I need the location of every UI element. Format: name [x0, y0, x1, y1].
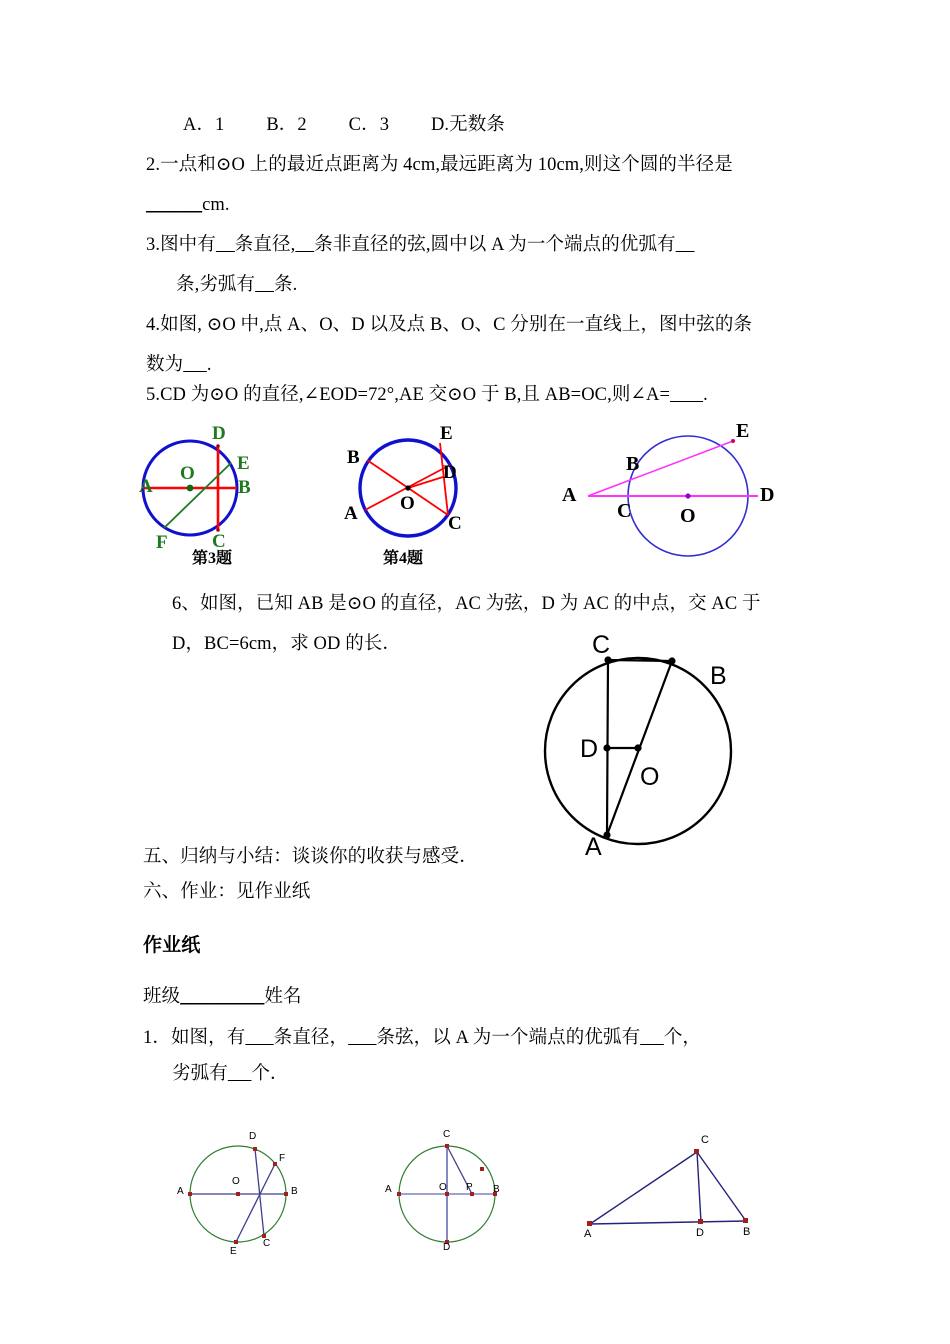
- label-D: D: [443, 462, 457, 483]
- label-B: B: [493, 1184, 500, 1195]
- label-D: D: [760, 484, 775, 506]
- label-C: C: [443, 1129, 451, 1140]
- q3-text-d: 条,劣弧有: [176, 275, 256, 295]
- point-B: [284, 1192, 288, 1196]
- figure-4-svg: [330, 415, 510, 565]
- class-name-line: [143, 985, 302, 1009]
- label-B: B: [291, 1186, 298, 1197]
- label-E: E: [736, 420, 750, 442]
- q5-text-a: 5.CD 为⊙O 的直径,∠EOD=72°,AE 交⊙O 于 B,且 AB=OC,则∠A=: [146, 385, 671, 405]
- answer-blank: [348, 1028, 376, 1048]
- chord-CB: [608, 660, 672, 661]
- chord-DC: [255, 1149, 264, 1236]
- q3-text-e: 条.: [274, 275, 298, 295]
- point-A: [603, 831, 610, 838]
- label-F: F: [156, 532, 168, 553]
- point-extra: [480, 1167, 484, 1171]
- question-5-line-1: [146, 383, 708, 407]
- circle-diagram-problem-5: [530, 410, 780, 560]
- question-2-line-1: 2.一点和⊙O 上的最近点距离为 4cm,最远距离为 10cm,则这个圆的半径是: [146, 155, 733, 175]
- point-D: [253, 1147, 257, 1151]
- point-O: [634, 744, 641, 751]
- section-5-summary: 五、归纳与小结：谈谈你的收获与感受．: [143, 847, 478, 867]
- label-A: A: [562, 484, 577, 506]
- question-4-line-2: [146, 353, 212, 377]
- question-4-line-1: 4.如图, ⊙O 中,点 A、O、D 以及点 B、O、C 分别在一直线上，图中弦的条: [146, 315, 753, 335]
- hw1-text-e: 劣弧有: [172, 1064, 228, 1084]
- label-B: B: [743, 1226, 751, 1238]
- hw1-text-a: 1．如图，有: [143, 1028, 246, 1048]
- q3-text-a: 3.图中有: [146, 235, 216, 255]
- label-P: P: [466, 1182, 473, 1193]
- q5-text-b: .: [703, 385, 708, 405]
- answer-blank: [228, 1064, 252, 1084]
- label-D: D: [696, 1227, 704, 1239]
- label-D: D: [580, 735, 599, 763]
- label-E: E: [440, 423, 453, 444]
- label-A: A: [344, 503, 358, 524]
- hw1-text-f: 个．: [251, 1064, 289, 1084]
- point-A: [587, 1221, 592, 1226]
- caption-figure-3: 第3题: [192, 550, 233, 567]
- answer-blank: [245, 1028, 273, 1048]
- side-AC: [590, 1152, 697, 1224]
- homework-question-1-line-1: [143, 1026, 701, 1050]
- point-C: [445, 1144, 449, 1148]
- label-A: A: [584, 1228, 592, 1240]
- label-O: O: [400, 493, 415, 514]
- hw1-text-c: 条弦，以 A 为一个端点的优弧有: [376, 1028, 641, 1048]
- line-ABE: [588, 441, 733, 496]
- point-C: [694, 1149, 699, 1154]
- question-6-line-2: D，BC=6cm，求 OD 的长．: [172, 634, 401, 654]
- label-A: A: [585, 833, 602, 861]
- hw-figure-1-svg: [175, 1120, 320, 1270]
- label-D: D: [249, 1131, 257, 1142]
- circle-diagram-problem-3: [140, 415, 320, 565]
- point-B: [668, 657, 675, 664]
- label-D: D: [443, 1242, 451, 1253]
- label-O: O: [439, 1182, 447, 1193]
- hw1-text-b: 条直径，: [273, 1028, 349, 1048]
- label-O: O: [232, 1176, 240, 1187]
- answer-blank: ______: [146, 195, 203, 215]
- class-label: 班级: [143, 987, 181, 1007]
- point-D: [603, 744, 610, 751]
- circle-diagram-problem-6: [520, 630, 770, 860]
- unit-text: cm.: [202, 195, 230, 215]
- circle-diagram-homework-1b: [375, 1120, 520, 1270]
- center-point: [187, 485, 194, 492]
- question-2-line-2: [146, 193, 230, 217]
- caption-figure-4: 第4题: [383, 550, 424, 567]
- hw1-text-d: 个，: [663, 1028, 702, 1048]
- label-C: C: [617, 500, 632, 522]
- side-AB: [590, 1221, 746, 1224]
- point-E: [234, 1240, 238, 1244]
- answer-blank: [640, 1028, 664, 1048]
- label-B: B: [347, 447, 360, 468]
- circle-diagram-homework-1a: [175, 1120, 320, 1270]
- figure-6-svg: [520, 630, 770, 860]
- label-B: B: [238, 477, 251, 498]
- point-D: [698, 1219, 703, 1224]
- label-C: C: [592, 631, 611, 659]
- center-point: [685, 493, 690, 498]
- center-point: [405, 485, 410, 490]
- answer-blank: [255, 275, 274, 295]
- label-E: E: [230, 1246, 237, 1257]
- hw-figure-3-svg: [570, 1130, 770, 1260]
- answer-blank: [295, 235, 314, 255]
- label-A: A: [177, 1186, 184, 1197]
- point-F: [273, 1162, 277, 1166]
- point-A: [397, 1192, 401, 1196]
- point-E: [731, 439, 735, 443]
- label-C: C: [701, 1134, 709, 1146]
- label-C: C: [263, 1238, 271, 1249]
- label-D: D: [212, 423, 226, 444]
- q3-text-b: 条直径,: [234, 235, 296, 255]
- circle-diagram-problem-4: [330, 415, 510, 565]
- answer-blank: [183, 355, 207, 375]
- label-O: O: [180, 463, 195, 484]
- answer-blank: [216, 235, 235, 255]
- chord-FE: [164, 463, 231, 528]
- q3-text-c: 条非直径的弦,圆中以 A 为一个端点的优弧有: [314, 235, 676, 255]
- label-C: C: [212, 531, 226, 552]
- answer-blank: [676, 235, 695, 255]
- label-B: B: [626, 453, 640, 475]
- label-B: B: [710, 662, 727, 690]
- class-blank: _________: [180, 987, 265, 1007]
- triangle-diagram-homework-1c: [570, 1130, 770, 1260]
- q4-text-b: .: [206, 355, 212, 375]
- question-6-line-1: 6、如图，已知 AB 是⊙O 的直径，AC 为弦，D 为 AC 的中点，交 AC 于: [172, 594, 761, 614]
- label-E: E: [237, 453, 250, 474]
- worksheet-title: 作业纸: [143, 935, 201, 956]
- label-O: O: [640, 763, 660, 791]
- point-A: [188, 1192, 192, 1196]
- answer-blank: [670, 385, 703, 405]
- segment-CD: [697, 1152, 701, 1222]
- side-CB: [697, 1152, 746, 1221]
- question-1-options: A．1 B．2 C．3 D.无数条: [183, 115, 505, 135]
- homework-question-1-line-2: [172, 1062, 289, 1086]
- label-O: O: [680, 505, 696, 527]
- name-label: 姓名: [264, 987, 302, 1007]
- question-3-line-2: [176, 273, 297, 297]
- label-F: F: [279, 1153, 286, 1164]
- point-O: [236, 1192, 240, 1196]
- point-B: [743, 1218, 748, 1223]
- question-3-line-1: [146, 233, 695, 257]
- label-A: A: [139, 476, 153, 497]
- section-6-homework: 六、作业：见作业纸: [143, 882, 311, 902]
- q4-text-a: 数为: [146, 355, 184, 375]
- label-C: C: [448, 513, 462, 534]
- label-A: A: [385, 1184, 392, 1195]
